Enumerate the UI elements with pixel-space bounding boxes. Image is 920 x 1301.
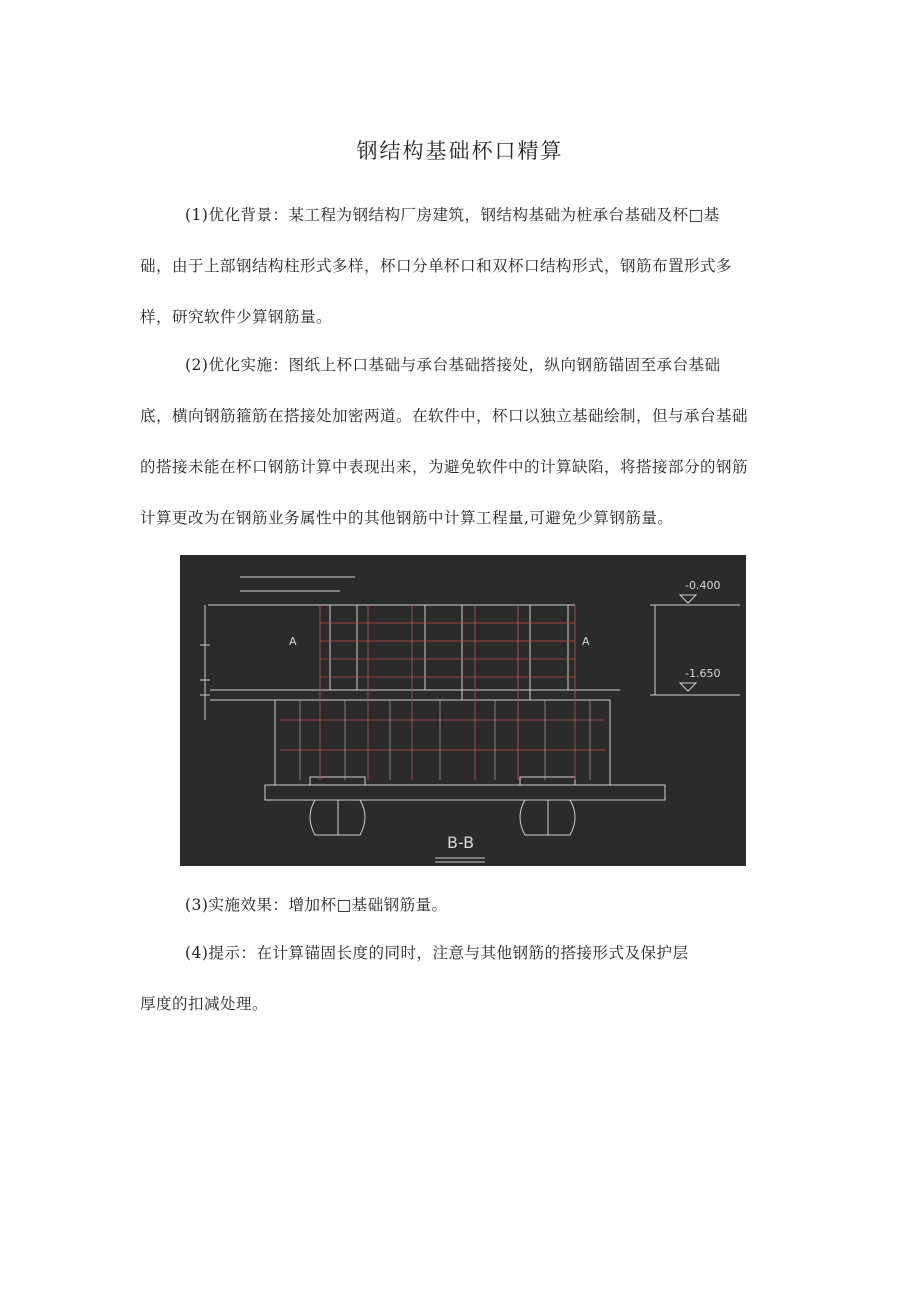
elevation-top-label: -0.400 <box>685 579 721 592</box>
cad-drawing <box>180 555 746 866</box>
section-label: B-B <box>447 833 475 852</box>
paragraph-effect <box>140 890 780 941</box>
paragraph-tip <box>140 938 780 1040</box>
text-line: (4)提示：在计算锚固长度的同时，注意与其他钢筋的搭接形式及保护层 <box>185 944 689 962</box>
section-mark-a-left: A <box>289 635 297 648</box>
text-line: 础，由于上部钢结构柱形式多样，杯口分单杯口和双杯口结构形式，钢筋布置形式多 <box>140 257 733 275</box>
text-line: (3)实施效果：增加杯□基础钢筋量。 <box>185 896 448 914</box>
text-line: 样，研究软件少算钢筋量。 <box>140 308 333 326</box>
text-line: (2)优化实施：图纸上杯口基础与承台基础搭接处，纵向钢筋锚固至承台基础 <box>185 356 721 374</box>
section-mark-a-right: A <box>582 635 590 648</box>
paragraph-background <box>140 200 780 353</box>
document-title: 钢结构基础杯口精算 <box>356 139 564 163</box>
section-drawing-figure <box>180 555 746 866</box>
elevation-bottom-label: -1.650 <box>685 667 721 680</box>
text-line: 厚度的扣减处理。 <box>140 995 269 1013</box>
text-line: 底，横向钢筋箍筋在搭接处加密两道。在软件中，杯口以独立基础绘制，但与承台基础 <box>140 407 749 425</box>
text-line: (1)优化背景：某工程为钢结构厂房建筑，钢结构基础为桩承台基础及杯□基 <box>185 206 720 224</box>
text-line: 计算更改为在钢筋业务属性中的其他钢筋中计算工程量,可避免少算钢筋量。 <box>140 509 674 527</box>
paragraph-implementation <box>140 350 780 554</box>
text-line: 的搭接未能在杯口钢筋计算中表现出来，为避免软件中的计算缺陷，将搭接部分的钢筋 <box>140 458 749 476</box>
